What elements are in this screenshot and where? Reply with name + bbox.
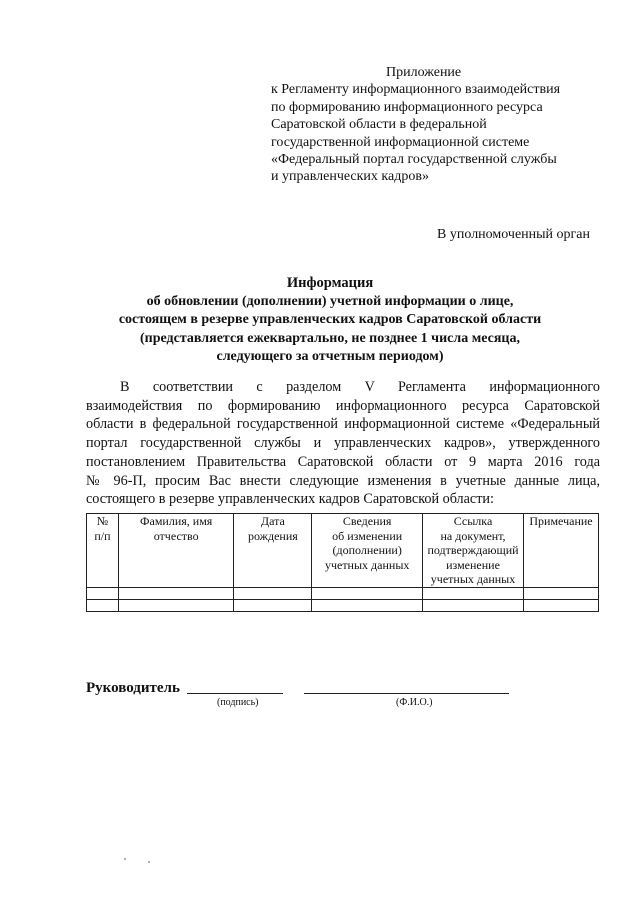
signature-line <box>187 693 283 694</box>
appendix-line: государственной информационной системе <box>271 134 530 150</box>
body-paragraph <box>86 378 600 509</box>
column-header-note: Примечание <box>524 514 599 588</box>
body-line: взаимодействия по формированию информационного ресурса Саратовской <box>86 397 600 414</box>
appendix-line: «Федеральный портал государственной службы <box>271 152 557 168</box>
table-row <box>87 587 599 599</box>
column-header-document-link: Ссылка на документ, подтверждающий изменение учетных данных <box>423 514 524 588</box>
table-header-row <box>87 514 599 588</box>
body-line: № 96-П, просим Вас внести следующие изменения в учетные данные лица, <box>86 472 600 489</box>
scan-speck <box>124 858 126 860</box>
heading-line: следующего за отчетным периодом) <box>216 349 444 364</box>
heading-title: Информация <box>286 275 374 291</box>
heading-line: состоящем в резерве управленческих кадров Саратовской области <box>118 312 542 327</box>
appendix-block <box>271 64 611 186</box>
document-heading <box>60 274 600 367</box>
body-line: портал государственной службы и управленческих кадров», утвержденного <box>86 435 600 452</box>
heading-line: (представляется ежеквартально, не позднее 1 числа месяца, <box>140 330 520 346</box>
column-header-birth-date: Дата рождения <box>234 514 312 588</box>
scan-speck <box>148 861 150 863</box>
signature-block <box>86 680 606 720</box>
body-line: области в федеральной государственной информационной системе «Федеральный <box>86 416 600 433</box>
body-line: постановлением Правительства Саратовской области от 9 марта 2016 года <box>86 453 600 470</box>
table-row <box>87 599 599 611</box>
body-line: состоящего в резерве управленческих кадров Саратовской области: <box>86 491 494 508</box>
addressee: В уполномоченный орган <box>437 227 590 242</box>
signature-label: Руководитель <box>86 680 180 696</box>
heading-line: об обновлении (дополнении) учетной информации о лице, <box>146 293 514 309</box>
signature-caption: (подпись) <box>217 697 259 708</box>
appendix-line: по формированию информационного ресурса <box>271 99 543 115</box>
column-header-number: № п/п <box>87 514 119 588</box>
column-header-full-name: Фамилия, имя отчество <box>118 514 234 588</box>
column-header-change-info: Сведения об изменении (дополнении) учетных данных <box>312 514 423 588</box>
full-name-line <box>304 693 509 694</box>
appendix-line: Саратовской области в федеральной <box>271 117 487 133</box>
appendix-title: Приложение <box>386 65 462 80</box>
body-line: В соответствии с разделом V Регламента информационного <box>120 379 600 395</box>
appendix-line: к Регламенту информационного взаимодействия <box>271 82 561 98</box>
changes-table <box>86 513 599 612</box>
full-name-caption: (Ф.И.О.) <box>396 697 433 708</box>
appendix-line: и управленческих кадров» <box>271 169 429 185</box>
